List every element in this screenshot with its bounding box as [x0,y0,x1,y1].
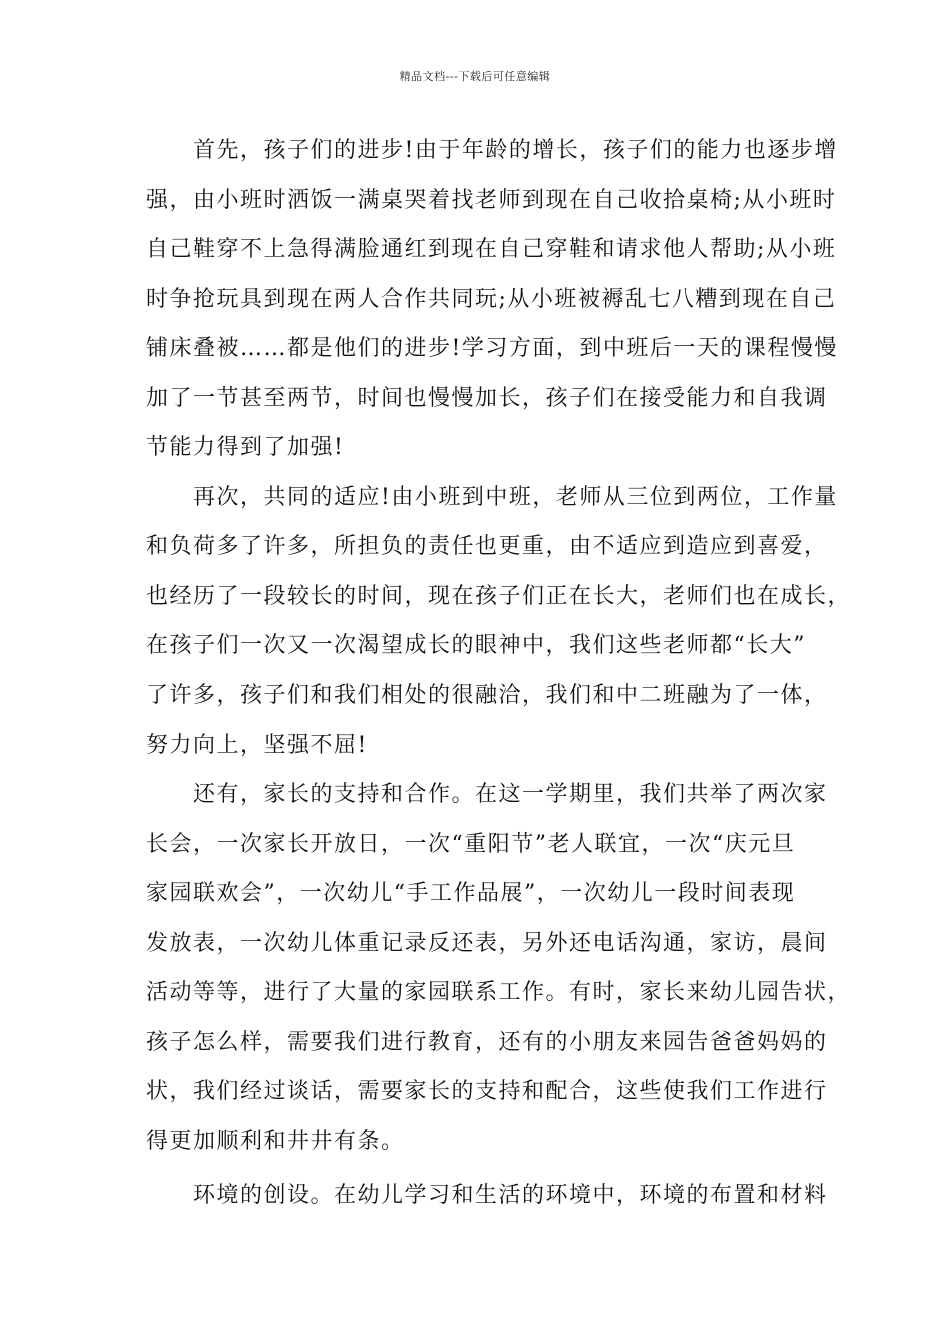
text-line: 家园联欢会”，一次幼儿“手工作品展”，一次幼儿一段时间表现 [146,881,796,906]
page-header: 精品文档---下载后可任意编辑 [399,70,551,83]
text-line: 努力向上，坚强不屈! [146,733,368,758]
text-line: 发放表，一次幼儿体重记录反还表，另外还电话沟通，家访，晨间 [146,931,828,956]
text-line: 活动等等，进行了大量的家园联系工作。有时，家长来幼儿园告状， [146,980,852,1005]
text-line: 孩子怎么样，需要我们进行教育，还有的小朋友来园告爸爸妈妈的 [146,1030,828,1055]
text-line: 还有，家长的支持和合作。在这一学期里，我们共举了两次家 [146,782,828,807]
text-line: 得更加顺利和井井有条。 [146,1129,405,1154]
text-line: 了许多，孩子们和我们相处的很融洽，我们和中二班融为了一体， [146,683,828,708]
text-line: 也经历了一段较长的时间，现在孩子们正在长大，老师们也在成长， [146,584,852,609]
text-line: 环境的创设。在幼儿学习和生活的环境中，环境的布置和材料 [146,1183,828,1208]
text-line: 在孩子们一次又一次渴望成长的眼神中，我们这些老师都“长大” [146,633,806,658]
text-line: 长会，一次家长开放日，一次“重阳节”老人联宜，一次“庆元旦 [146,832,796,857]
text-line: 首先，孩子们的进步!由于年龄的增长，孩子们的能力也逐步增 [146,138,838,163]
text-line: 节能力得到了加强! [146,435,345,460]
text-line: 强，由小班时洒饭一满桌哭着找老师到现在自己收拾桌椅;从小班时 [146,188,837,213]
text-line: 加了一节甚至两节，时间也慢慢加长，孩子们在接受能力和自我调 [146,386,828,411]
text-line: 再次，共同的适应!由小班到中班，老师从三位到两位，工作量 [146,485,838,510]
text-line: 自己鞋穿不上急得满脸通红到现在自己穿鞋和请求他人帮助;从小班 [146,237,837,262]
text-line: 和负荷多了许多，所担负的责任也更重，由不适应到造应到喜爱， [146,534,828,559]
text-line: 铺床叠被……都是他们的进步!学习方面，到中班后一天的课程慢慢 [146,336,838,361]
text-line: 状，我们经过谈话，需要家长的支持和配合，这些使我们工作进行 [146,1079,828,1104]
text-line: 时争抢玩具到现在两人合作共同玩;从小班被褥乱七八糟到现在自己 [146,287,837,312]
